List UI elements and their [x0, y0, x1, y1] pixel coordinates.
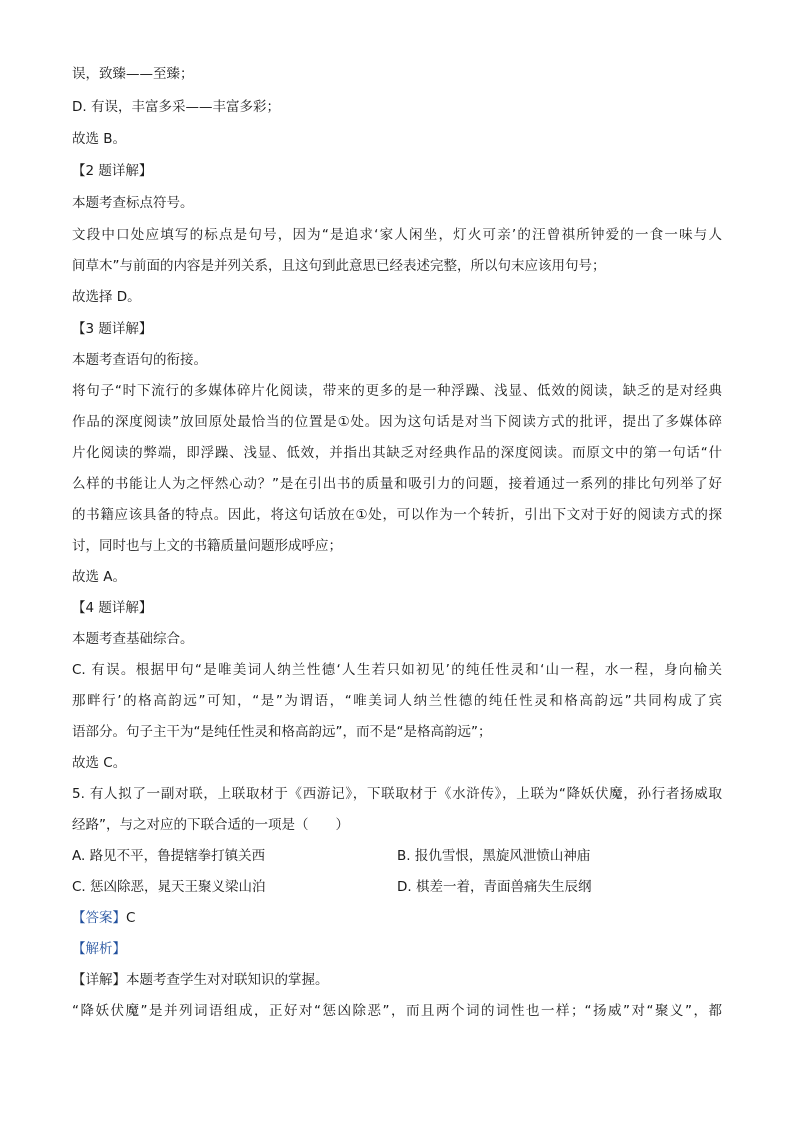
detail-text: 本题考查学生对对联知识的掌握。 — [126, 972, 329, 988]
option-a: A. 路见不平，鲁提辖拳打镇关西 — [72, 848, 266, 864]
text-line: 么样的书能让人为之怦然心动？”是在引出书的质量和吸引力的问题，接着通过一系列的排比句列举了好 — [72, 476, 722, 492]
option-d: D. 棋差一着，青面兽痛失生辰纲 — [397, 879, 592, 895]
section-heading: 【2 题详解】 — [72, 163, 153, 179]
text-line: 讨，同时也与上文的书籍质量问题形成呼应； — [72, 538, 342, 554]
text-line: 间草木”与前面的内容是并列关系，且这句到此意思已经表述完整，所以句末应该用句号； — [72, 258, 606, 274]
text-line: 将句子“时下流行的多媒体碎片化阅读，带来的更多的是一种浮躁、浅显、低效的阅读，缺乏的是对经典 — [72, 383, 722, 399]
question-stem: 5. 有人拟了一副对联，上联取材于《西游记》，下联取材于《水浒传》，上联为“降妖伏魔，孙行者扬威取 — [72, 786, 722, 802]
answer-label: 【答案】 — [72, 910, 126, 926]
text-line: 故选 C。 — [72, 755, 127, 771]
question-stem: 经路”，与之对应的下联合适的一项是（ ） — [72, 817, 349, 833]
section-heading: 【3 题详解】 — [72, 321, 153, 337]
text-line: 误，致臻——至臻； — [72, 66, 194, 82]
detail-label: 【详解】 — [72, 972, 126, 988]
option-b: B. 报仇雪恨，黑旋风泄愤山神庙 — [397, 848, 591, 864]
analysis-label: 【解析】 — [72, 941, 126, 957]
answer-value: C — [126, 910, 136, 926]
answer-line — [72, 908, 722, 928]
text-line: 本题考查基础综合。 — [72, 631, 194, 647]
text-line: 语部分。句子主干为“是纯任性灵和格高韵远”，而不是“是格高韵远”； — [72, 724, 492, 740]
text-line: 片化阅读的弊端，即浮躁、浅显、低效，并指出其缺乏对经典作品的深度阅读。而原文中的第一句话“什 — [72, 445, 722, 461]
text-line: 故选 B。 — [72, 131, 127, 147]
text-line: 那畔行’的格高韵远”可知，“是”为谓语，“唯美词人纳兰性德的纯任性灵和格高韵远”共同构成了宾 — [72, 693, 722, 709]
text-line: 故选 A。 — [72, 569, 127, 585]
detail-line — [72, 970, 722, 990]
option-c: C. 惩凶除恶，晁天王聚义梁山泊 — [72, 879, 266, 895]
text-line: C. 有误。根据甲句“是唯美词人纳兰性德‘人生若只如初见’的纯任性灵和‘山一程，水一程，身向榆关 — [72, 662, 722, 678]
text-line: 作品的深度阅读”放回原处最恰当的位置是①处。因为这句话是对当下阅读方式的批评，提出了多媒体碎 — [72, 414, 722, 430]
text-line: 的书籍应该具备的特点。因此，将这句话放在①处，可以作为一个转折，引出下文对于好的阅读方式的探 — [72, 507, 722, 523]
section-heading: 【4 题详解】 — [72, 600, 153, 616]
text-line: D. 有误，丰富多采——丰富多彩； — [72, 99, 280, 115]
text-line: “降妖伏魔”是并列词语组成，正好对“惩凶除恶”，而且两个词的词性也一样；“扬威”对“聚义”，都 — [72, 1003, 722, 1019]
text-line: 故选择 D。 — [72, 289, 141, 305]
text-line: 本题考查语句的衔接。 — [72, 352, 207, 368]
text-line: 文段中口处应填写的标点是句号，因为“是追求‘家人闲坐，灯火可亲’的汪曾祺所钟爱的一食一味与人 — [72, 227, 722, 243]
text-line: 本题考查标点符号。 — [72, 195, 194, 211]
